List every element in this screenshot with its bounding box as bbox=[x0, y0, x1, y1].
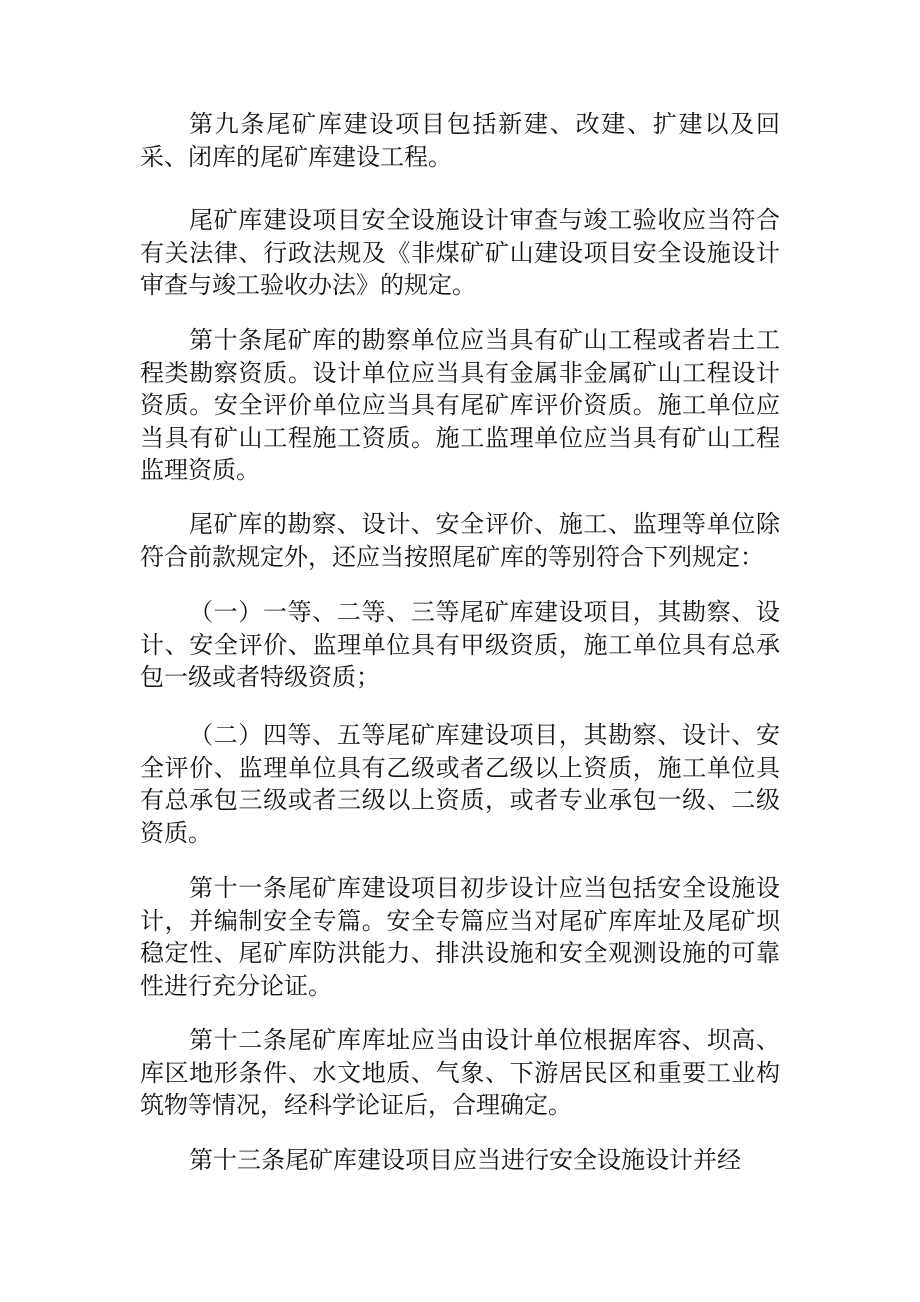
paragraph-article-12: 第十二条尾矿库库址应当由设计单位根据库容、坝高、库区地形条件、水文地质、气象、下游居民区和重要工业构筑物等情况，经科学论证后，合理确定。 bbox=[140, 1026, 780, 1119]
paragraph-item-2: （二）四等、五等尾矿库建设项目，其勘察、设计、安全评价、监理单位具有乙级或者乙级以上资质，施工单位具有总承包三级或者三级以上资质，或者专业承包一级、二级资质。 bbox=[140, 721, 780, 847]
paragraph-grade-requirements: 尾矿库的勘察、设计、安全评价、施工、监理等单位除符合前款规定外，还应当按照尾矿库的等别符合下列规定： bbox=[140, 510, 780, 571]
paragraph-design-review: 尾矿库建设项目安全设施设计审查与竣工验收应当符合有关法律、行政法规及《非煤矿矿山建设项目安全设施设计审查与竣工验收办法》的规定。 bbox=[140, 206, 780, 299]
paragraph-article-11: 第十一条尾矿库建设项目初步设计应当包括安全设施设计，并编制安全专篇。安全专篇应当对尾矿库库址及尾矿坝稳定性、尾矿库防洪能力、排洪设施和安全观测设施的可靠性进行充分论证。 bbox=[140, 874, 780, 1000]
paragraph-article-10: 第十条尾矿库的勘察单位应当具有矿山工程或者岩土工程类勘察资质。设计单位应当具有金属非金属矿山工程设计资质。安全评价单位应当具有尾矿库评价资质。施工单位应当具有矿山工程施工资质。施工监理单位应当具有矿山工程监理资质。 bbox=[140, 326, 780, 484]
paragraph-article-13: 第十三条尾矿库建设项目应当进行安全设施设计并经 bbox=[189, 1146, 741, 1174]
paragraph-item-1: （一）一等、二等、三等尾矿库建设项目，其勘察、设计、安全评价、监理单位具有甲级资质，施工单位具有总承包一级或者特级资质； bbox=[140, 598, 780, 691]
paragraph-article-9: 第九条尾矿库建设项目包括新建、改建、扩建以及回采、闭库的尾矿库建设工程。 bbox=[140, 110, 780, 171]
